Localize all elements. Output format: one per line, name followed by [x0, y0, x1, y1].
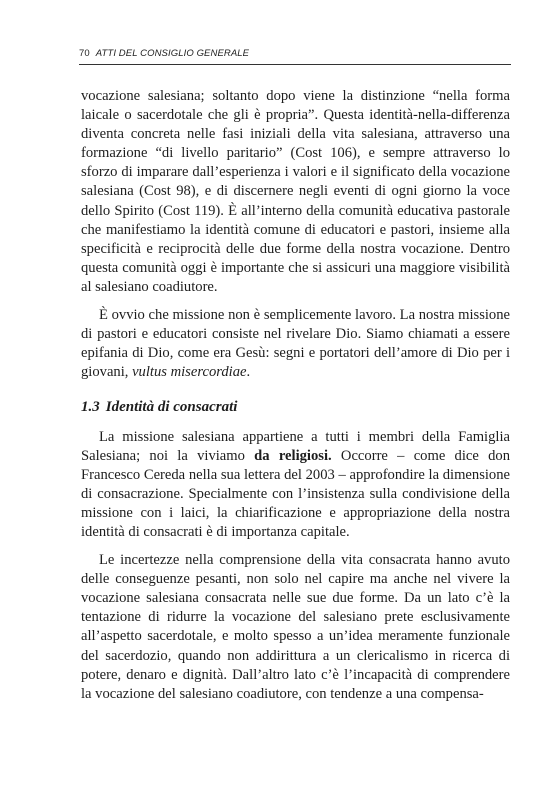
- paragraph-mission: [81, 306, 510, 382]
- paragraph-continuation: vocazione salesiana; soltanto dopo viene la distinzione “nella forma laicale o sacerdotale che gli è propria”. Questa identità-nella-differenza diventa concreta nelle fasi iniziali della vita salesiana, attraverso una formazione “di livello paritario” (Cost 106), e sempre attraverso lo sforzo di imparare dall’esperienza i valori e il significato della vocazione salesiana (Cost 98), e di discernere negli eventi di ogni giorno la voce dello Spirito (Cost 119). È all’interno della comunità educativa pastorale che manifestiamo la identità comune di educatori e pastori, insieme alla specificità e reciprocità delle due forme della nostra vocazione. Dentro questa comunità oggi è importante che si assicuri una maggiore visibilità al salesiano coadiutore.: [81, 88, 510, 295]
- paragraph-uncertainties: Le incertezze nella comprensione della vita consacrata hanno avuto delle conseguenze pesanti, non solo nel capire ma anche nel vivere la vocazione salesiana consacrata nelle sue due forme. Da un lato c’è la tentazione di ridurre la vocazione del salesiano prete esclusivamente all’aspetto sacerdotale, e molto spesso a un’idea meramente funzionale del sacerdozio, quando non addirittura a un clericalismo in ricerca di potere, denaro e dignità. Dall’altro lato c’è l’incapacità di comprendere la vocazione del salesiano coadiutore, con tendenze a una compensa-: [81, 552, 510, 702]
- running-header: [79, 48, 511, 59]
- paragraph-religious: [81, 428, 510, 543]
- paragraph-mission-end: .: [246, 364, 251, 381]
- latin-phrase: vultus misercordiae: [132, 364, 247, 381]
- section-heading: [81, 398, 510, 417]
- section-number: 1.3: [81, 399, 100, 416]
- page-number: 70: [79, 48, 90, 59]
- paragraph-mission-text: È ovvio che missione non è semplicemente lavoro. La nostra missione di pastori e educatori consiste nel rivelare Dio. Siamo chiamati a essere epifania di Dio, come era Gesù: segni e portatori dell’amore di Dio per i giovani,: [81, 307, 510, 381]
- running-title: ATTI DEL CONSIGLIO GENERALE: [95, 48, 250, 59]
- body-text: [81, 87, 510, 704]
- section-title: Identità di consacrati: [105, 399, 238, 416]
- paragraph-religious-text-start: La missione salesiana appartiene a tutti i membri della Famiglia Salesiana; noi la viviamo: [81, 428, 510, 464]
- paragraph-religious-text-end: Occorre – come dice don Francesco Cereda nella sua lettera del 2003 – approfondire la dimensione di consacrazione. Specialmente con l’insistenza sulla condivisione della missione con i laici, la chiarificazione e appropriazione della nostra identità di consacrati è di importanza capitale.: [81, 447, 510, 540]
- emphasis-bold: da religiosi.: [254, 447, 332, 464]
- header-rule: [79, 64, 511, 65]
